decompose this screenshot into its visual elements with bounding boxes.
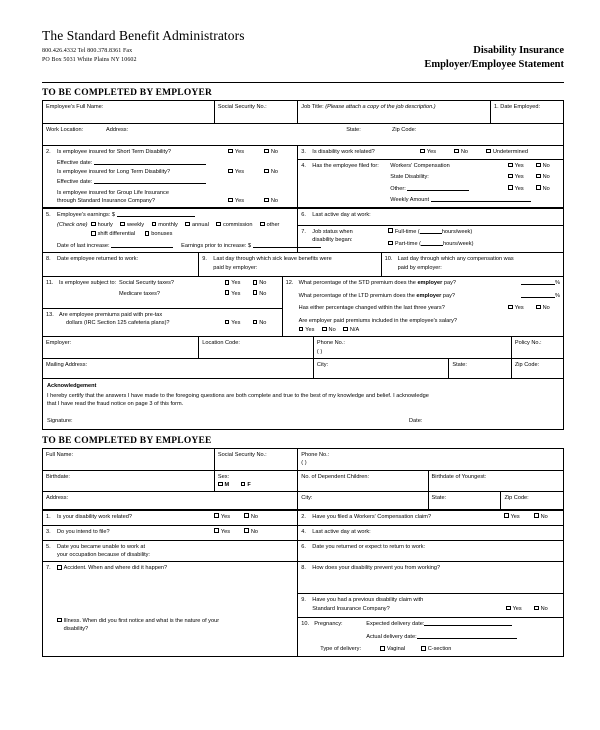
work-zip-label: Zip Code: [391, 127, 417, 133]
job-title-note: (Please attach a copy of the job description.) [325, 104, 436, 110]
q8-number: 8. [46, 256, 51, 263]
q12-ltd-row[interactable]: What percentage of the LTD premium does the employer pay? % [298, 292, 560, 299]
q13-no[interactable]: No [253, 319, 279, 327]
eq5-label-a: Date you became unable to work at [57, 543, 145, 550]
eq10-type-label: Type of delivery: [320, 646, 362, 653]
contact-phone-fax: 800.426.4332 Tel 800.378.8361 Fax [42, 48, 133, 54]
job-title-field[interactable]: Job Title: (Please attach a copy of the job description.) [298, 101, 491, 124]
q5-option-weekly[interactable]: weekly [120, 222, 144, 228]
employee-birthdate-field[interactable]: Birthdate: [43, 470, 215, 492]
employee-sex-field: Sex: M F [214, 470, 297, 492]
eq1-number: 1. [46, 513, 51, 520]
dependent-children-field[interactable]: No. of Dependent Children: [298, 470, 428, 492]
date-employed-number: 1. [494, 104, 499, 110]
acknowledgement-table [42, 378, 564, 430]
eq3-no[interactable]: No [244, 528, 294, 536]
q7-label-a: Job status when [312, 228, 353, 235]
question-13-block [43, 308, 283, 337]
employee-ssn-field[interactable]: Social Security No.: [214, 448, 297, 470]
employer-name-field[interactable]: Employer: [43, 337, 199, 359]
employer-date-field[interactable]: Date: [409, 418, 423, 425]
q2-number: 2. [46, 149, 51, 156]
q4-number: 4. [301, 162, 306, 169]
eq1-yes[interactable]: Yes [214, 513, 244, 521]
q5-option-annual[interactable]: annual [185, 222, 208, 228]
document-title-line2: Employer/Employee Statement [424, 59, 564, 71]
question-8-block[interactable] [43, 253, 199, 277]
document-title [424, 44, 564, 72]
table-row [43, 337, 564, 359]
q12-number: 12. [285, 280, 294, 287]
sex-male-option[interactable]: M [218, 482, 229, 488]
q4-other-yes[interactable]: Yes [508, 185, 536, 193]
eq9-yes[interactable]: Yes [506, 605, 534, 613]
q2-ltd-effective-date[interactable]: Effective date: [57, 178, 294, 186]
table-row [43, 277, 564, 308]
eq9-number: 9. [301, 597, 306, 604]
employer-section-heading: TO BE COMPLETED BY EMPLOYER [42, 88, 213, 98]
q13-yes[interactable]: Yes [225, 319, 253, 327]
q7-full-time[interactable]: Full-time ( hours/week) [388, 228, 560, 236]
question-6-block[interactable] [298, 208, 564, 225]
eq9-label-a: Have you had a previous disability claim with [312, 597, 424, 604]
acknowledgement-block [43, 379, 564, 430]
acknowledgement-body-b: that I have read the fraud notice on page 3 of this form. [47, 401, 184, 408]
table-row [43, 146, 564, 160]
employer-q2-q4-table [42, 145, 564, 208]
work-location-label: Work Location: [46, 127, 84, 133]
employer-mailing-address-field[interactable]: Mailing Address: [43, 359, 314, 379]
acknowledgement-body-a: I hereby certify that the answers I have made to the foregoing questions are both complete and true to the best of my knowledge and belief. I acknowledge [47, 392, 429, 399]
q4-state-disability-yes[interactable]: Yes [508, 173, 536, 181]
q11-number: 11. [46, 280, 54, 287]
q5-option-monthly[interactable]: monthly [152, 222, 178, 228]
employee-question-9-block [298, 594, 564, 618]
eq8-number: 8. [301, 565, 306, 572]
q6-label: Last active day at work: [312, 211, 371, 218]
q12-changed-yes[interactable]: Yes [508, 304, 536, 312]
q4-weekly-amount-field[interactable]: Weekly Amount [390, 196, 560, 204]
employer-identity-table [42, 100, 564, 146]
table-row [43, 510, 564, 525]
q9-number: 9. [202, 256, 207, 263]
work-address-label: Address: [106, 127, 129, 133]
q12-included-no[interactable]: No [322, 327, 336, 333]
q5-earnings-field[interactable]: Employee's earnings: $ [57, 211, 321, 219]
table-row [43, 470, 564, 492]
eq7-number: 7. [46, 565, 51, 572]
q13-number: 13. [46, 311, 54, 318]
question-10-block[interactable] [381, 253, 563, 277]
employee-question-5-block[interactable] [43, 540, 298, 562]
q5-check-one-note: (Check one) [57, 221, 88, 228]
eq10-actual-date-field[interactable]: Actual delivery date: [366, 633, 516, 641]
table-row [43, 525, 564, 540]
eq5-label-b: your occupation because of disability: [57, 552, 150, 559]
q11-ss-no[interactable]: No [253, 279, 279, 287]
eq2-number: 2. [301, 513, 306, 520]
employee-question-2-block [298, 510, 564, 525]
q3-yes[interactable]: Yes [420, 148, 454, 156]
eq1-no[interactable]: No [244, 513, 294, 521]
eq3-yes[interactable]: Yes [214, 528, 244, 536]
table-row [43, 359, 564, 379]
eq3-number: 3. [46, 528, 51, 535]
q5-last-increase-field[interactable]: Date of last increase: [57, 242, 173, 250]
policy-number-field[interactable]: Policy No.: [511, 337, 563, 359]
q2-std-label: Is employee insured for Short Term Disability? [57, 149, 171, 156]
question-11-block [43, 277, 283, 308]
employer-city-field[interactable]: City: [313, 359, 448, 379]
q2-life-yes[interactable]: Yes [228, 197, 264, 205]
employee-question-3-block [43, 525, 298, 540]
q4-other-field[interactable]: Other: [390, 185, 508, 193]
eq4-number: 4. [301, 528, 306, 535]
question-3-block [298, 146, 564, 160]
q5-option-commission[interactable]: commission [216, 222, 252, 228]
eq9-label-b: Standard Insurance Company? [312, 605, 390, 612]
q10-label-a: Last day through which any compensation was [397, 256, 514, 263]
table-row [43, 208, 564, 225]
eq10-csection-option[interactable]: C-section [421, 645, 451, 653]
q11-medicare-yes[interactable]: Yes [225, 290, 253, 298]
eq8-label: How does your disability prevent you from working? [312, 565, 441, 572]
question-4-block [298, 159, 564, 208]
employee-full-name-field[interactable]: Employee's Full Name: [43, 101, 215, 124]
q4-state-disability-no[interactable]: No [536, 173, 560, 181]
employer-state-field[interactable]: State: [449, 359, 512, 379]
company-name: The Standard Benefit Administrators [42, 28, 245, 43]
question-5-block [43, 208, 298, 253]
q2-life-label-b: through Standard Insurance Company? [57, 198, 155, 205]
q2-ltd-yes[interactable]: Yes [228, 168, 264, 176]
employee-q5-q10-table [42, 540, 564, 657]
employee-question-6-block[interactable] [298, 540, 564, 562]
q12-changed-no[interactable]: No [536, 304, 560, 312]
q2-std-yes[interactable]: Yes [228, 148, 264, 156]
q7-part-time[interactable]: Part-time ( hours/week) [388, 240, 560, 248]
q4-workers-comp-yes[interactable]: Yes [508, 162, 536, 170]
employer-zip-field[interactable]: Zip Code: [511, 359, 563, 379]
eq10-label: Pregnancy: [314, 621, 343, 628]
question-7-block [298, 225, 564, 253]
table-row [43, 540, 564, 562]
q5-option-bonuses[interactable]: bonuses [145, 231, 173, 237]
q6-number: 6. [301, 211, 306, 218]
document-title-line1: Disability Insurance [473, 45, 564, 56]
table-row [43, 101, 564, 124]
employee-ssn-field[interactable]: Social Security No.: [214, 101, 297, 124]
q11-medicare-no[interactable]: No [253, 290, 279, 298]
header-divider [42, 82, 564, 83]
q12-included-yes[interactable]: Yes [299, 327, 315, 333]
employee-q1-q4-table [42, 510, 564, 541]
eq5-number: 5. [46, 543, 51, 550]
q2-ltd-no[interactable]: No [264, 168, 294, 176]
q2-std-effective-date[interactable]: Effective date: [57, 159, 294, 167]
eq9-no[interactable]: No [534, 605, 560, 613]
table-row [43, 124, 564, 146]
q10-label-b: paid by employer: [397, 264, 442, 271]
q13-label-b: dollars (IRC Section 125 cafeteria plans)? [66, 320, 170, 327]
employee-city-field[interactable]: City: [298, 492, 428, 510]
employer-q8-q10-table [42, 252, 564, 277]
q4-label: Has the employee filed for: [312, 162, 379, 169]
q4-state-disability-label: State Disability: [390, 174, 429, 181]
eq4-label: Last active day at work: [312, 528, 371, 535]
q11-medicare-label: Medicare taxes? [119, 290, 161, 297]
eq7-illness-option[interactable]: Illness. When did you first notice and what is the nature of your disability? [57, 617, 294, 634]
q11-ss-yes[interactable]: Yes [225, 279, 253, 287]
date-employed-field[interactable]: 1. Date Employed: [491, 101, 564, 124]
q9-label-a: Last day through which sick leave benefits were [213, 256, 332, 263]
q3-label: Is disability work related? [312, 149, 375, 156]
q5-number: 5. [46, 211, 51, 218]
employer-phone-field[interactable]: Phone No.: ( ) [313, 337, 511, 359]
eq1-label: Is your disability work related? [57, 513, 132, 520]
q11-ss-label: Social Security taxes? [119, 280, 175, 287]
eq10-expected-date-field[interactable]: Expected delivery date: [366, 620, 512, 628]
q10-number: 10. [384, 256, 393, 263]
eq10-number: 10. [301, 621, 310, 628]
employee-identity-table [42, 448, 564, 511]
eq2-no[interactable]: No [534, 513, 560, 521]
q5-option-shift-differential[interactable]: shift differential [91, 231, 135, 237]
location-code-field[interactable]: Location Code: [199, 337, 314, 359]
q5-option-other[interactable]: other [260, 222, 279, 228]
employee-question-10-block [298, 618, 564, 656]
q4-other-no[interactable]: No [536, 185, 560, 193]
q3-undetermined[interactable]: Undetermined [486, 148, 528, 156]
q5-prior-earnings-field[interactable]: Earnings prior to increase: $ [181, 242, 321, 250]
q2-std-no[interactable]: No [264, 148, 294, 156]
q13-label-a: Are employee premiums paid with pre-tax [59, 311, 163, 318]
eq2-label: Have you filed a Workers' Compensation claim? [312, 513, 432, 520]
q3-no[interactable]: No [454, 148, 486, 156]
employee-question-1-block [43, 510, 298, 525]
employee-full-name-field[interactable]: Full Name: [43, 448, 215, 470]
eq3-label: Do you intend to file? [57, 528, 110, 535]
q8-label: Date employee returned to work: [57, 256, 139, 263]
question-2-block [43, 146, 298, 208]
q11-label: Is employee subject to: [59, 280, 117, 287]
employee-section-heading: TO BE COMPLETED BY EMPLOYEE [42, 435, 212, 446]
table-row [43, 492, 564, 510]
q5-option-hourly[interactable]: hourly [91, 222, 113, 228]
employee-question-7-block [43, 562, 298, 656]
employer-signature-field[interactable]: Signature: [47, 418, 73, 425]
table-row [43, 379, 564, 430]
employee-phone-field[interactable]: Phone No.: ( ) [298, 448, 564, 470]
q2-life-label-a: Is employee insured for Group Life Insurance [57, 189, 169, 196]
q9-label-b: paid by employer: [213, 264, 258, 271]
eq2-yes[interactable]: Yes [504, 513, 534, 521]
eq6-number: 6. [301, 543, 306, 550]
q12-changed-label: Has either percentage changed within the last three years? [298, 305, 445, 312]
q4-workers-comp-no[interactable]: No [536, 162, 560, 170]
work-state-label: State: [346, 127, 361, 133]
employee-address-field[interactable]: Address: [43, 492, 298, 510]
eq6-label: Date you returned or expect to return to work: [312, 543, 426, 550]
q12-included-na[interactable]: N/A [343, 327, 359, 333]
youngest-birthdate-field[interactable]: Birthdate of Youngest: [428, 470, 563, 492]
table-row [43, 562, 564, 594]
q12-std-row[interactable]: What percentage of the STD premium does the employer pay? % [298, 280, 560, 287]
q7-number: 7. [301, 228, 306, 235]
question-9-block[interactable] [199, 253, 381, 277]
eq10-vaginal-option[interactable]: Vaginal [380, 645, 405, 653]
q3-number: 3. [301, 149, 306, 156]
acknowledgement-heading: Acknowledgement [47, 383, 97, 390]
employee-zip-field[interactable]: Zip Code: [501, 492, 564, 510]
employer-contact-table [42, 336, 564, 379]
question-12-block [282, 277, 563, 337]
q4-workers-comp-label: Workers' Compensation [390, 162, 450, 169]
sex-female-option[interactable]: F [241, 482, 251, 488]
q2-ltd-label: Is employee insured for Long Term Disability? [57, 168, 171, 175]
employer-q11-q13-table [42, 276, 564, 337]
employee-question-8-block[interactable] [298, 562, 564, 594]
table-row [43, 448, 564, 470]
employee-question-4-block[interactable] [298, 525, 564, 540]
employee-state-field[interactable]: State: [428, 492, 501, 510]
q12-included-label: Are employer paid premiums included in the employee's salary? [298, 317, 458, 324]
work-location-row[interactable] [43, 124, 564, 146]
q7-label-b: disability began: [312, 236, 353, 243]
q2-life-no[interactable]: No [264, 197, 294, 205]
employer-q5-q7-table [42, 208, 564, 254]
contact-address: PO Box 5031 White Plains NY 10602 [42, 57, 137, 63]
letterhead [42, 28, 564, 80]
table-row [43, 253, 564, 277]
eq7-accident-option[interactable]: Accident. When and where did it happen? [57, 564, 294, 572]
